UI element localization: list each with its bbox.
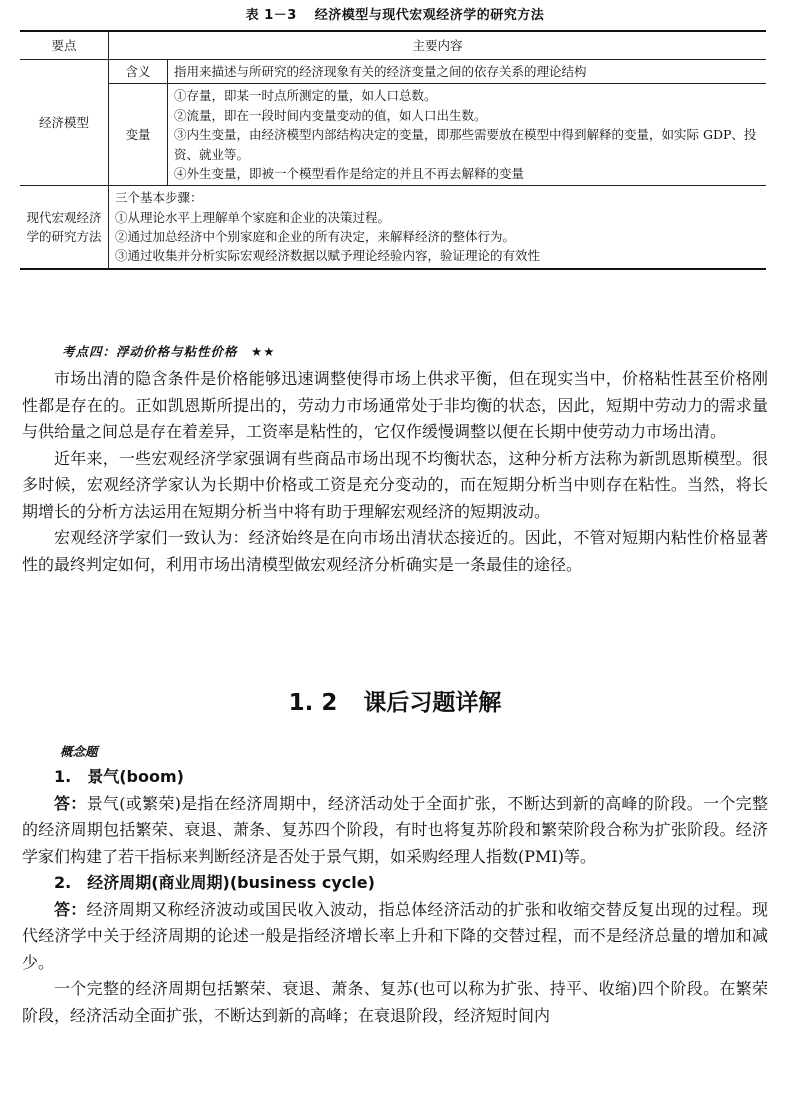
sub-label-meaning: 含义 [109,60,168,84]
table-title: 经济模型与现代宏观经济学的研究方法 [314,8,545,23]
table-row [20,84,766,186]
table-caption [0,4,790,23]
concept-term [22,870,768,897]
sub-label-variables: 变量 [109,84,168,186]
concept-term [22,764,768,791]
row-label-economic-model: 经济模型 [20,60,109,186]
concept-answer [22,791,768,871]
variable-item: ④外生变量，即被一个模型看作是给定的并且不再去解释的变量 [174,165,525,181]
answer-text: 景气(或繁荣)是指在经济周期中，经济活动处于全面扩张，不断达到新的高峰的阶段。一个完整的经济周期包括繁荣、衰退、萧条、复苏四个阶段，有时也将复苏阶段和繁荣阶段合称为扩张阶段。经济学家们构建了若干指标来判断经济是否处于景气期，如采购经理人指数(PMI)等。 [22,793,768,866]
concepts-label: 概念题 [60,744,98,759]
method-list [109,186,767,269]
answer-label: 答： [54,793,87,813]
section-body [22,366,768,578]
concepts-body [22,764,768,1029]
variables-list [168,84,767,186]
variable-item: ②流量，即在一段时间内变量变动的值，如人口出生数。 [174,107,487,123]
section-heading: 考点四：浮动价格与粘性价格 ★★ [62,344,276,359]
chapter-number: 1. 2 [288,690,338,716]
table-header-row [20,31,766,60]
method-line: ①从理论水平上理解单个家庭和企业的决策过程。 [115,209,391,225]
variable-item: ③内生变量，由经济模型内部结构决定的变量，即那些需要放在模型中得到解释的变量，如实际 GDP、投资、就业等。 [174,127,757,162]
term-title: 1. 景气(boom) [54,767,184,786]
method-line: ③通过收集并分析实际宏观经济数据以赋予理论经验内容，验证理论的有效性 [115,248,541,264]
concept-answer [22,897,768,977]
table-number: 表 1－3 [245,8,297,23]
table-row [20,60,766,84]
chapter-heading [0,684,790,717]
method-line: 三个基本步骤： [115,190,203,206]
header-key: 要点 [20,31,109,60]
meaning-text: 指用来描述与所研究的经济现象有关的经济变量之间的依存关系的理论结构 [168,60,767,84]
research-methods-table [20,30,766,270]
header-content: 主要内容 [109,31,767,60]
paragraph: 宏观经济学家们一致认为：经济始终是在向市场出清状态接近的。因此，不管对短期内粘性价格显著性的最终判定如何，利用市场出清模型做宏观经济分析确实是一条最佳的途径。 [22,528,768,574]
table-row [20,186,766,269]
term-title: 2. 经济周期(商业周期)(business cycle) [54,873,375,892]
paragraph: 市场出清的隐含条件是价格能够迅速调整使得市场上供求平衡，但在现实当中，价格粘性甚至价格刚性都是存在的。正如凯恩斯所提出的，劳动力市场通常处于非均衡的状态，因此，短期中劳动力的需求量与供给量之间总是存在着差异，工资率是粘性的，它仅作缓慢调整以便在长期中使劳动力市场出清。 [22,369,768,441]
answer-label: 答： [54,899,87,919]
chapter-title: 课后习题详解 [363,690,502,716]
paragraph: 近年来，一些宏观经济学家强调有些商品市场出现不均衡状态，这种分析方法称为新凯恩斯模型。很多时候，宏观经济学家认为长期中价格或工资是充分变动的，而在短期分析当中则存在粘性。当然，将长期增长的分析方法运用在短期分析当中将有助于理解宏观经济的短期波动。 [22,448,768,521]
method-line: ②通过加总经济中个别家庭和企业的所有决定，来解释经济的整体行为。 [115,229,516,244]
answer-text: 经济周期又称经济波动或国民收入波动，指总体经济活动的扩张和收缩交替反复出现的过程。现代经济学中关于经济周期的论述一般是指经济增长率上升和下降的交替过程，而不是经济总量的增加和减少。 [22,899,768,972]
variable-item: ①存量，即某一时点所测定的量，如人口总数。 [174,88,437,104]
row-label-method: 现代宏观经济学的研究方法 [20,186,109,269]
paragraph: 一个完整的经济周期包括繁荣、衰退、萧条、复苏(也可以称为扩张、持平、收缩)四个阶段。在繁荣阶段，经济活动全面扩张，不断达到新的高峰；在衰退阶段，经济短时间内 [22,979,768,1025]
